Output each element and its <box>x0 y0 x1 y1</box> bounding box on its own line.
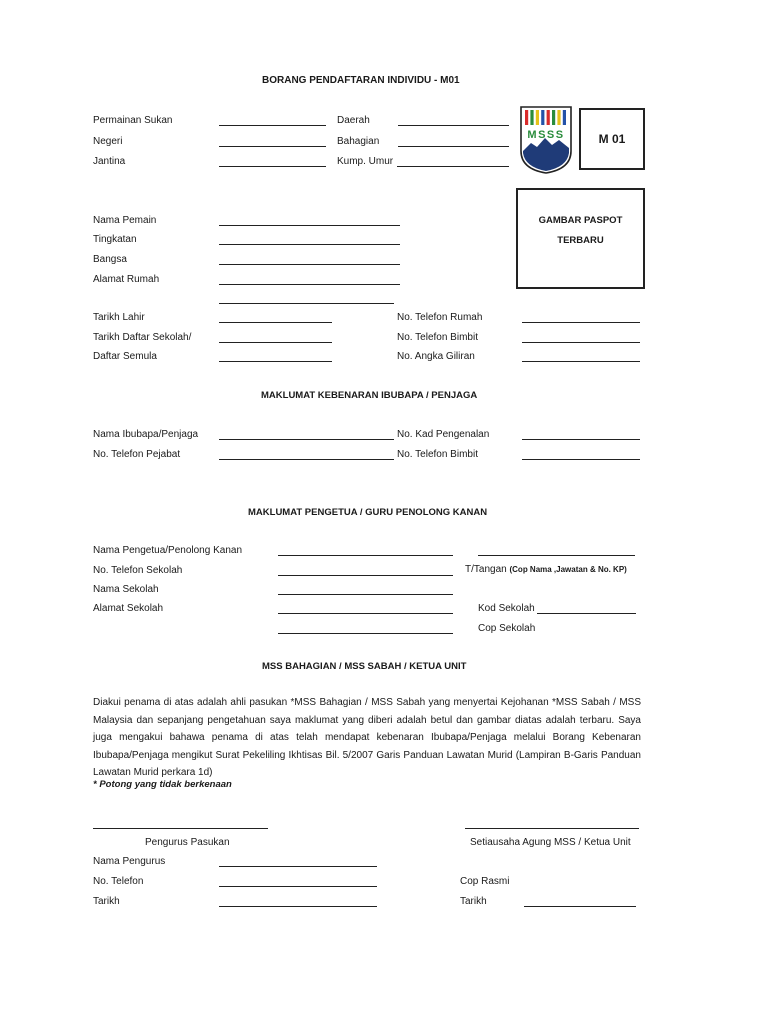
photo-label-line2: TERBARU <box>557 235 604 246</box>
label-jantina: Jantina <box>93 156 126 167</box>
label-tarikh-right: Tarikh <box>460 896 487 907</box>
label-tarikh-daftar: Tarikh Daftar Sekolah/ <box>93 332 192 343</box>
label-kod-sekolah: Kod Sekolah <box>478 603 535 614</box>
label-tel-sekolah: No. Telefon Sekolah <box>93 565 183 576</box>
parent-section-heading: MAKLUMAT KEBENARAN IBUBAPA / PENJAGA <box>261 390 478 401</box>
field-nama-sekolah[interactable] <box>278 594 453 595</box>
form-code: M 01 <box>598 132 626 146</box>
label-nama-pemain: Nama Pemain <box>93 215 157 226</box>
field-tarikh-lahir[interactable] <box>219 322 332 323</box>
logo-stripe <box>525 110 528 125</box>
field-daftar-semula[interactable] <box>219 361 332 362</box>
form-code-box <box>579 108 645 170</box>
principal-section-heading: MAKLUMAT PENGETUA / GURU PENOLONG KANAN <box>248 507 488 518</box>
label-alamat-sekolah: Alamat Sekolah <box>93 603 164 614</box>
field-nama-pengetua[interactable] <box>278 555 453 556</box>
strike-out-note: * Potong yang tidak berkenaan <box>93 779 232 790</box>
field-tel-pejabat[interactable] <box>219 459 394 460</box>
field-tandatangan[interactable] <box>478 555 635 556</box>
field-parent-tel-bimbit[interactable] <box>522 459 640 460</box>
field-jantina[interactable] <box>219 166 326 167</box>
label-permainan-sukan: Permainan Sukan <box>93 115 173 126</box>
field-angka-giliran[interactable] <box>522 361 640 362</box>
label-tel-rumah: No. Telefon Rumah <box>397 312 483 323</box>
label-nama-sekolah: Nama Sekolah <box>93 584 159 595</box>
field-tarikh[interactable] <box>219 906 377 907</box>
label-nama-pengurus: Nama Pengurus <box>93 856 166 867</box>
field-bahagian[interactable] <box>398 146 509 147</box>
label-tel-bimbit: No. Telefon Bimbit <box>397 332 478 343</box>
field-bangsa[interactable] <box>219 264 400 265</box>
field-daerah[interactable] <box>398 125 509 126</box>
label-cop-rasmi: Cop Rasmi <box>460 876 510 887</box>
field-nama-pengurus[interactable] <box>219 866 377 867</box>
label-daerah: Daerah <box>337 115 370 126</box>
signature-line-pengurus[interactable] <box>93 828 268 829</box>
label-nama-pengetua: Nama Pengetua/Penolong Kanan <box>93 545 243 556</box>
label-tarikh: Tarikh <box>93 896 120 907</box>
declaration-paragraph: Diakui penama di atas adalah ahli pasukan *MSS Bahagian / MSS Sabah yang menyertai Kejohanan *MSS Sabah / MSS Malaysia dan sepanjang pengetahuan saya maklumat yang diberi adalah betul dan gambar diatas adalah terbaru. Saya juga mengakui bahawa penama di atas telah mendapat kebenaran Ibubapa/Penjaga melalui Borang Kebenaran Ibubapa/Penjaga mengikut Surat Pekeliling Ikhtisas Bil. 5/2007 Garis Panduan Lawatan Murid (Lampiran B-Garis Panduan Lawatan Murid perkara 1d) <box>93 697 641 778</box>
tandatangan-note: (Cop Nama ,Jawatan & No. KP) <box>509 565 627 574</box>
logo-stripe <box>557 110 560 125</box>
field-permainan-sukan[interactable] <box>219 125 326 126</box>
field-tel-sekolah[interactable] <box>278 575 453 576</box>
logo-stripe <box>552 110 555 125</box>
field-negeri[interactable] <box>219 146 326 147</box>
passport-photo-box <box>516 188 645 289</box>
label-tingkatan: Tingkatan <box>93 234 137 245</box>
label-alamat-rumah: Alamat Rumah <box>93 274 160 285</box>
field-tingkatan[interactable] <box>219 244 400 245</box>
label-kump-umur: Kump. Umur <box>337 156 394 167</box>
label-no-telefon: No. Telefon <box>93 876 144 887</box>
logo-stripe <box>563 110 566 125</box>
msss-logo <box>519 105 573 175</box>
label-bahagian: Bahagian <box>337 136 380 147</box>
field-tarikh-right[interactable] <box>524 906 636 907</box>
field-tel-bimbit[interactable] <box>522 342 640 343</box>
label-tarikh-lahir: Tarikh Lahir <box>93 312 145 323</box>
label-tandatangan <box>465 564 627 576</box>
label-pengurus-pasukan: Pengurus Pasukan <box>145 837 230 848</box>
label-angka-giliran: No. Angka Giliran <box>397 351 475 362</box>
field-alamat-sekolah-1[interactable] <box>278 613 453 614</box>
label-nama-ibubapa: Nama Ibubapa/Penjaga <box>93 429 199 440</box>
label-bangsa: Bangsa <box>93 254 127 265</box>
signature-line-setiausaha[interactable] <box>465 828 639 829</box>
form-title: BORANG PENDAFTARAN INDIVIDU - M01 <box>262 75 460 86</box>
field-tarikh-daftar[interactable] <box>219 342 332 343</box>
label-daftar-semula: Daftar Semula <box>93 351 157 362</box>
field-kump-umur[interactable] <box>397 166 509 167</box>
field-kad-pengenalan[interactable] <box>522 439 640 440</box>
field-nama-pemain[interactable] <box>219 225 400 226</box>
field-no-telefon[interactable] <box>219 886 377 887</box>
mss-section-heading: MSS BAHAGIAN / MSS SABAH / KETUA UNIT <box>262 661 467 672</box>
field-kod-sekolah[interactable] <box>537 613 636 614</box>
logo-stripe <box>541 110 544 125</box>
field-alamat-rumah-2[interactable] <box>219 303 394 304</box>
field-nama-ibubapa[interactable] <box>219 439 394 440</box>
label-cop-sekolah: Cop Sekolah <box>478 623 536 634</box>
logo-stripe <box>547 110 550 125</box>
logo-stripe <box>530 110 533 125</box>
field-alamat-rumah-1[interactable] <box>219 284 400 285</box>
logo-stripe <box>536 110 539 125</box>
label-parent-tel-bimbit: No. Telefon Bimbit <box>397 449 478 460</box>
label-negeri: Negeri <box>93 136 123 147</box>
svg-text:MSSS: MSSS <box>527 129 565 141</box>
tandatangan-text: T/Tangan <box>465 564 507 575</box>
field-tel-rumah[interactable] <box>522 322 640 323</box>
label-tel-pejabat: No. Telefon Pejabat <box>93 449 181 460</box>
field-alamat-sekolah-2[interactable] <box>278 633 453 634</box>
label-kad-pengenalan: No. Kad Pengenalan <box>397 429 490 440</box>
label-setiausaha: Setiausaha Agung MSS / Ketua Unit <box>470 837 631 848</box>
photo-label-line1: GAMBAR PASPOT <box>538 215 623 226</box>
